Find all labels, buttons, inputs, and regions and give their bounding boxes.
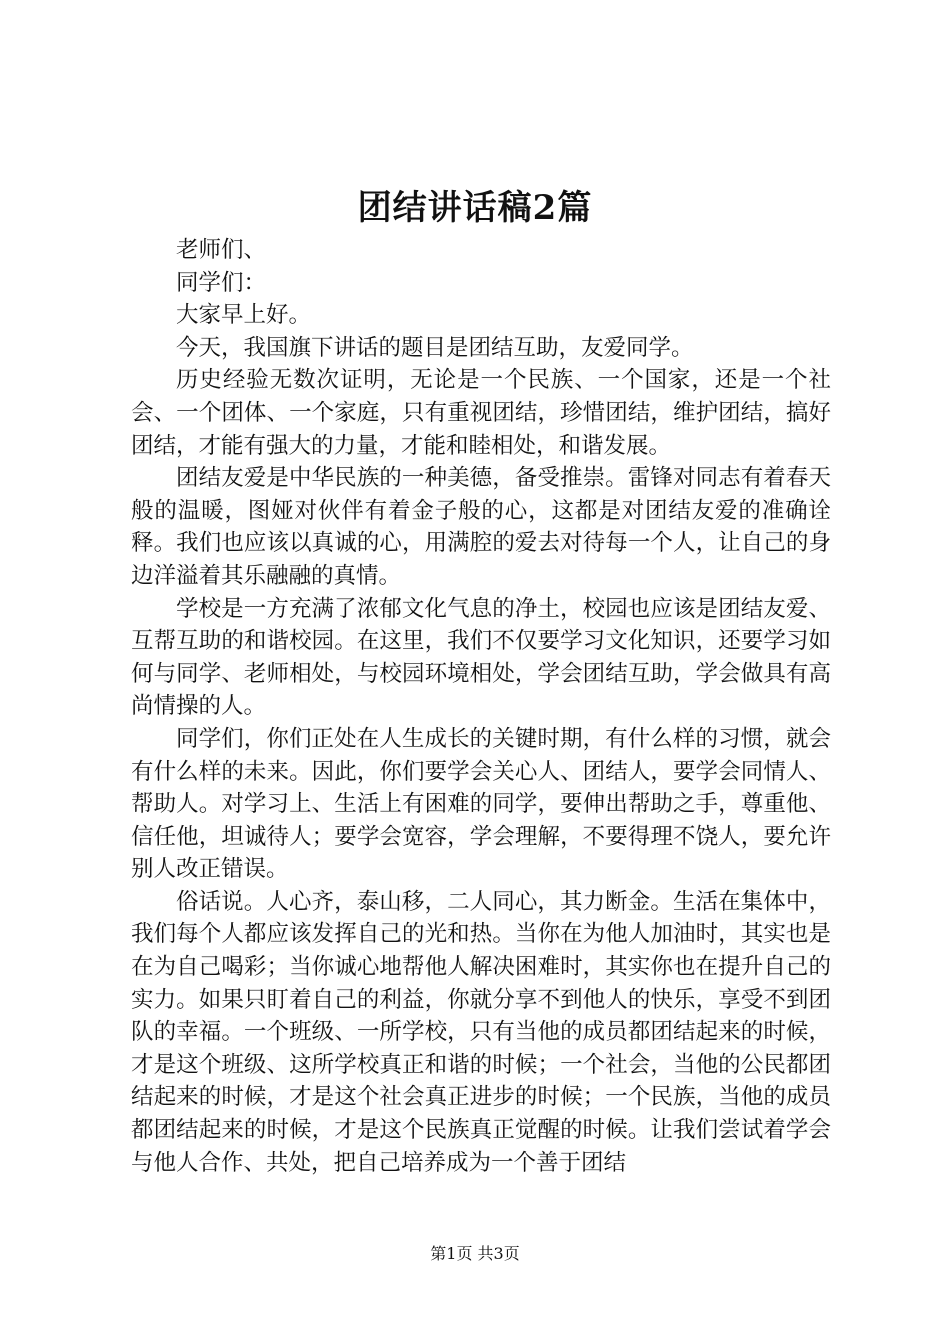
paragraph-greeting: 大家早上好。 <box>176 302 312 329</box>
page-title: 团结讲话稿2篇 <box>357 188 593 228</box>
paragraph-salutation-students: 同学们： <box>176 269 267 296</box>
page-number-footer: 第1页 共3页 <box>430 1244 520 1263</box>
paragraph-virtue: 团结友爱是中华民族的一种美德，备受推崇。雷锋对同志有着春天般的温暖，图娅对伙伴有着金子般的心，这都是对团结友爱的准确诠释。我们也应该以真诚的心，用满腔的爱去对待每一个人，让自己的身边洋溢着其乐融融的真情。 <box>131 465 831 589</box>
paragraph-salutation-teachers: 老师们、 <box>176 237 267 263</box>
paragraph-proverb: 俗话说。人心齐，泰山移，二人同心，其力断金。生活在集体中，我们每个人都应该发挥自己的光和热。当你在为他人加油时，其实也是在为自己喝彩；当你诚心地帮他人解决困难时，其实你也在提升自己的实力。如果只盯着自己的利益，你就分享不到他人的快乐，享受不到团队的幸福。一个班级、一所学校，只有当他的成员都团结起来的时候，才是这个班级、这所学校真正和谐的时候；一个社会，当他的公民都团结起来的时候，才是这个社会真正进步的时候；一个民族，当他的成员都团结起来的时候，才是这个民族真正觉醒的时候。让我们尝试着学会与他人合作、共处，把自己培养成为一个善于团结 <box>131 888 831 1176</box>
paragraph-school: 学校是一方充满了浓郁文化气息的净土，校园也应该是团结友爱、互帮互助的和谐校园。在这里，我们不仅要学习文化知识，还要学习如何与同学、老师相处，与校园环境相处，学会团结互助，学会做具有高尚情操的人。 <box>131 595 831 720</box>
document-body <box>131 234 831 1179</box>
paragraph-students: 同学们，你们正处在人生成长的关键时期，有什么样的习惯，就会有什么样的未来。因此，你们要学会关心人、团结人，要学会同情人、帮助人。对学习上、生活上有困难的同学，要伸出帮助之手，尊重他、信任他，坦诚待人；要学会宽容，学会理解，不要得理不饶人，要允许别人改正错误。 <box>131 725 831 883</box>
paragraph-history: 历史经验无数次证明，无论是一个民族、一个国家，还是一个社会、一个团体、一个家庭，只有重视团结，珍惜团结，维护团结，搞好团结，才能有强大的力量，才能和睦相处，和谐发展。 <box>131 367 831 459</box>
paragraph-topic: 今天，我国旗下讲话的题目是团结互助，友爱同学。 <box>176 334 694 361</box>
